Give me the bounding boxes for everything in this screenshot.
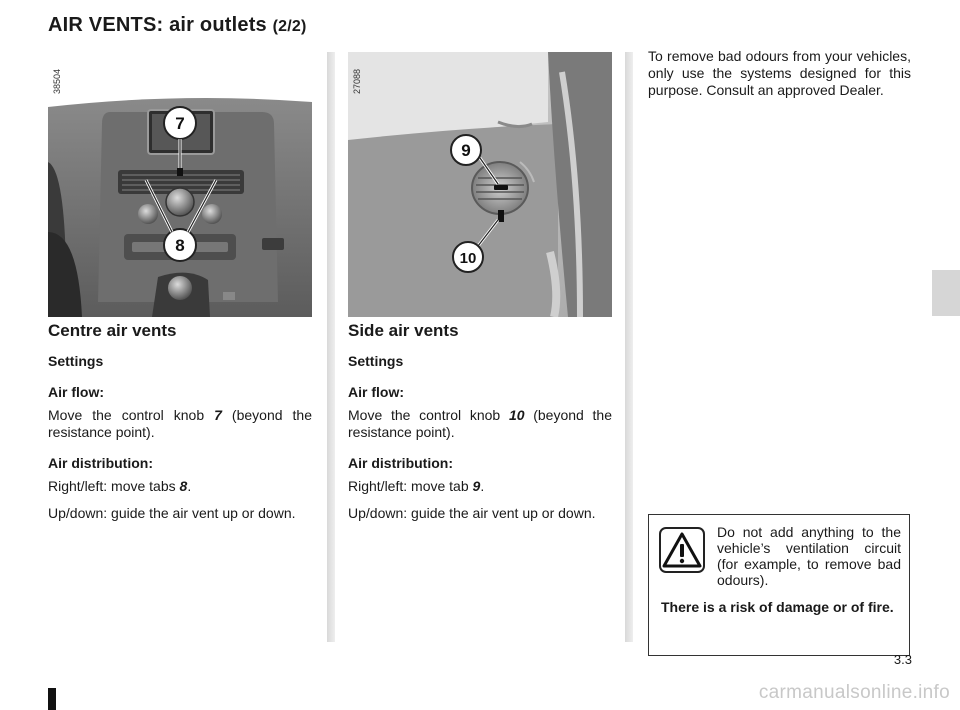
corner-mark — [48, 688, 56, 710]
centre-updown-text: Up/down: guide the air vent up or down. — [48, 505, 296, 521]
centre-vents-section — [48, 322, 312, 532]
callout-7: 7 — [175, 114, 185, 133]
side-settings-label: Settings — [348, 353, 404, 369]
centre-vents-photo — [48, 52, 312, 317]
callout-9: 9 — [461, 141, 471, 160]
side-updown-text: Up/down: guide the air vent up or down. — [348, 505, 596, 521]
side-rightleft-text: Right/left: move tab 9. — [348, 478, 485, 494]
warning-box — [648, 514, 910, 656]
centre-ref-8: 8 — [179, 478, 188, 494]
column-divider-right — [625, 52, 633, 642]
callout-8: 8 — [175, 236, 185, 255]
callout-10: 10 — [459, 250, 477, 267]
warning-triangle-icon — [659, 527, 705, 573]
side-vents-heading: Side air vents — [348, 321, 459, 340]
centre-vents-heading: Centre air vents — [48, 321, 177, 340]
chapter-tab — [932, 270, 960, 316]
side-distribution-label: Air distribution: — [348, 455, 453, 471]
side-ref-10: 10 — [508, 407, 525, 423]
odour-note: To remove bad odours from your vehicles, only use the systems designed for this purpose. Consult an approved Dealer. — [648, 48, 911, 98]
warning-text: Do not add anything to the vehicle’s ventilation circuit (for example, to remove bad odours). — [717, 524, 901, 588]
side-ref-9: 9 — [472, 478, 481, 494]
centre-rightleft-text: Right/left: move tabs 8. — [48, 478, 192, 494]
side-vents-section — [348, 322, 612, 532]
photo-code-left: 38504 — [52, 68, 62, 94]
centre-ref-7: 7 — [214, 407, 222, 423]
column-divider-left — [327, 52, 335, 642]
centre-air-flow-text: Move the control knob 7 (beyond the resistance point). — [48, 407, 312, 440]
side-air-flow-text: Move the control knob 10 (beyond the resistance point). — [348, 407, 612, 440]
watermark: carmanualsonline.info — [758, 682, 950, 703]
page-title — [48, 14, 307, 37]
centre-distribution-label: Air distribution: — [48, 455, 153, 471]
side-air-flow-label: Air flow: — [348, 384, 404, 400]
photo-code-middle: 27088 — [352, 68, 362, 94]
centre-settings-label: Settings — [48, 353, 104, 369]
side-vents-photo — [348, 52, 612, 317]
centre-air-flow-label: Air flow: — [48, 384, 104, 400]
warning-strong-text: There is a risk of damage or of fire. — [661, 599, 894, 615]
page-number: 3.3 — [893, 652, 912, 667]
page-title-text: AIR VENTS: air outlets — [48, 14, 267, 36]
page-title-suffix: (2/2) — [272, 18, 307, 35]
